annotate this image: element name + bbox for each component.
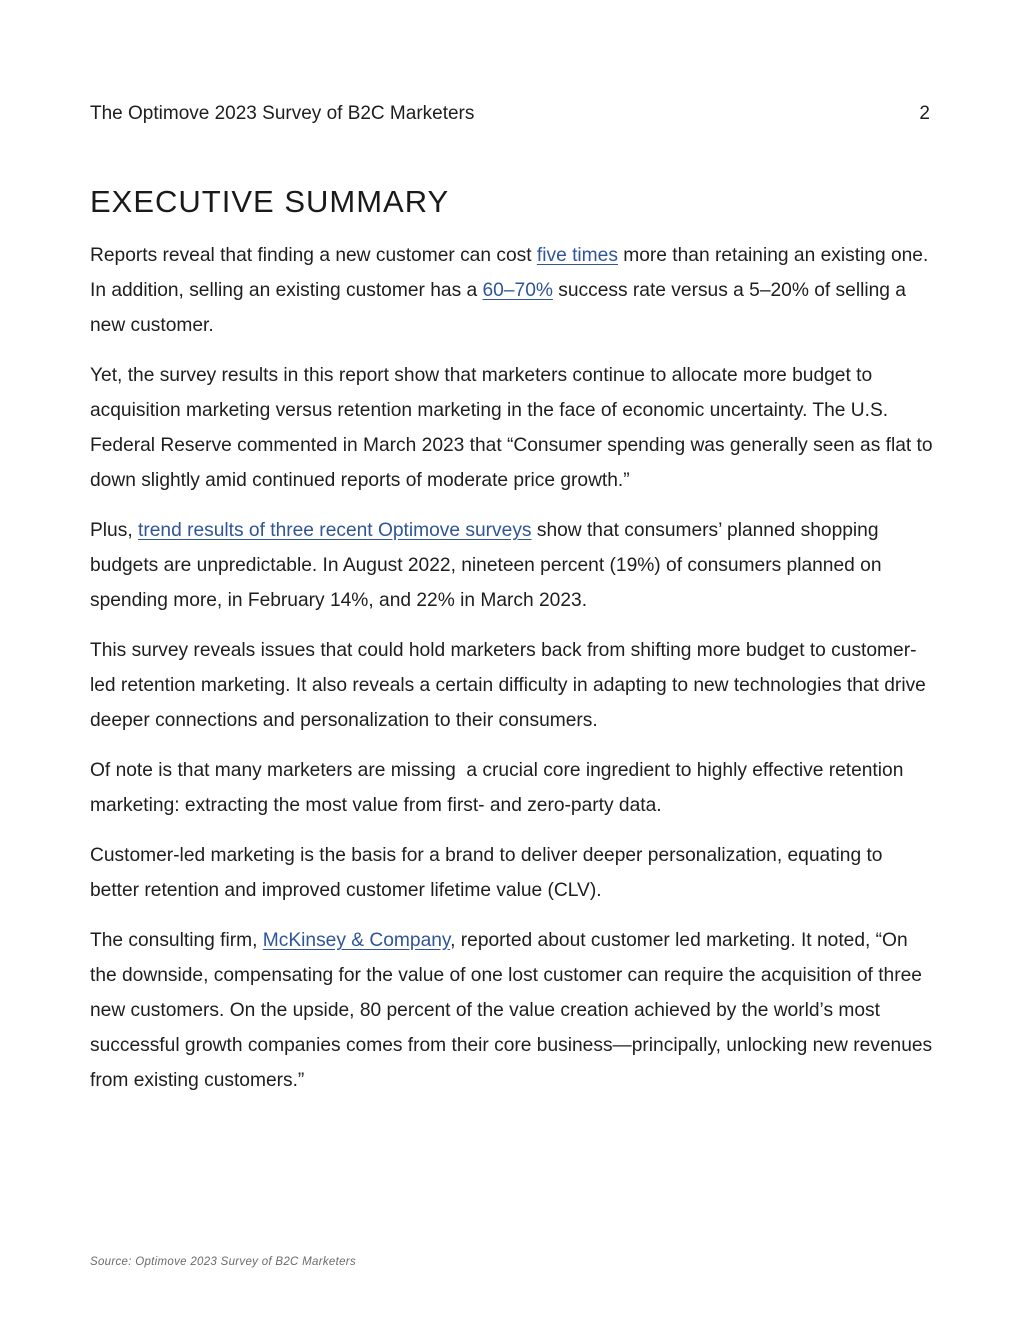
paragraph-1-text-1: Reports reveal that finding a new customer can cost (90, 245, 537, 266)
paragraph-3-text-2: show that consumers’ planned shopping budgets are unpredictable. In August 2022, nineteen percent (19%) of consumers planned on spending more, in February 14%, and 22% in March 2023. (90, 520, 882, 611)
page-number: 2 (919, 103, 930, 124)
body-content (90, 238, 935, 1113)
mckinsey-link[interactable]: McKinsey & Company (262, 930, 451, 951)
paragraph-7-text-1: The consulting firm, (90, 930, 263, 951)
sixty-seventy-percent-link[interactable]: 60–70% (482, 280, 553, 301)
paragraph-2: Yet, the survey results in this report show that marketers continue to allocate more budget to acquisition marketing versus retention marketing in the face of economic uncertainty. The U.S. Federal Reserve commented in March 2023 that “Consumer spending was generally seen as flat to down slightly amid continued reports of moderate price growth.” (90, 365, 933, 491)
page-header (90, 103, 930, 125)
paragraph-7 (90, 923, 935, 1098)
paragraph-1-text-3: success rate versus a 5–20% of selling a new customer. (90, 280, 906, 336)
optimove-surveys-link[interactable]: trend results of three recent Optimove surveys (138, 520, 532, 541)
paragraph-7-text-2: , reported about customer led marketing. It noted, “On the downside, compensating for the value of one lost customer can require the acquisition of three new customers. On the upside, 80 percent of the value creation achieved by the world’s most successful growth companies comes from their core business—principally, unlocking new revenues from existing customers.” (90, 930, 933, 1091)
paragraph-3-text-1: Plus, (90, 520, 138, 541)
source-note: Source: Optimove 2023 Survey of B2C Marketers (90, 1256, 356, 1268)
paragraph-1 (90, 238, 935, 343)
five-times-link[interactable]: five times (536, 245, 618, 266)
section-title: EXECUTIVE SUMMARY (90, 184, 450, 219)
paragraph-6: Customer-led marketing is the basis for a brand to deliver deeper personalization, equating to better retention and improved customer lifetime value (CLV). (90, 845, 883, 901)
paragraph-1-text-2: more than retaining an existing one. In addition, selling an existing customer has a (90, 245, 929, 301)
report-title: The Optimove 2023 Survey of B2C Marketers (90, 103, 475, 124)
paragraph-5: Of note is that many marketers are missing a crucial core ingredient to highly effective retention marketing: extracting the most value from first- and zero-party data. (90, 760, 909, 816)
paragraph-3 (90, 513, 935, 618)
paragraph-4: This survey reveals issues that could hold marketers back from shifting more budget to customer-led retention marketing. It also reveals a certain difficulty in adapting to new technologies that drive deeper connections and personalization to their consumers. (90, 640, 926, 731)
